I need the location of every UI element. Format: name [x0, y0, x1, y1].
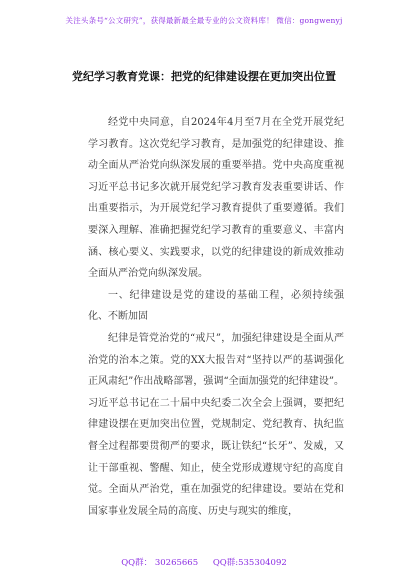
qq-group-1: QQ群： 30265665 — [121, 558, 199, 568]
promo-header: 关注头条号“公文研究”，获得最新最全最专业的公文资料库！ 微信：gongwenyj — [65, 16, 343, 25]
paragraph-section-1: 纪律是管党治党的“戒尺”，加强纪律建设是全面从严治党的治本之策。党的XX大报告对“坚持以严的基调强化正风肃纪”作出战略部署，强调“全面加强党的纪律建设”。习近平总书记在二十届中央纪委二次全会上强调，要把纪律建设摆在更加突出位置，党规制定、党纪教育、执纪监督全过程都要贯彻严的要求，既让铁纪“长牙”、发威，又让干部重视、警醒、知止，使全党形成遵规守纪的高度自觉。全面从严治党，重在加强党的纪律建设。要站在党和国家事业发展全局的高度、历史与现实的维度， — [88, 332, 344, 517]
qq-group-2: QQ群:535304092 — [212, 558, 287, 568]
paragraph-intro: 经党中央同意，自2024年4月至7月在全党开展党纪学习教育。这次党纪学习教育，是加强党的纪律建设、推动全面从严治党向纵深发展的重要举措。党中央高度重视习近平总书记多次就开展党纪学习教育发表重要讲话、作出重要指示，为开展党纪学习教育提供了重要遵循。我们要深入理解、准确把握党纪学习教育的重要意义、丰富内涵、核心要义、实践要求，以党的纪律建设的新成效推动全面从严治党向纵深发展。 — [88, 117, 344, 280]
section-heading-1: 一、纪律建设是党的建设的基础工程，必须持续强化、不断加固 — [88, 289, 344, 323]
qq-footer — [0, 556, 408, 568]
document-title: 党纪学习教育党课：把党的纪律建设摆在更加突出位置 — [72, 70, 336, 83]
document-body — [88, 112, 344, 522]
